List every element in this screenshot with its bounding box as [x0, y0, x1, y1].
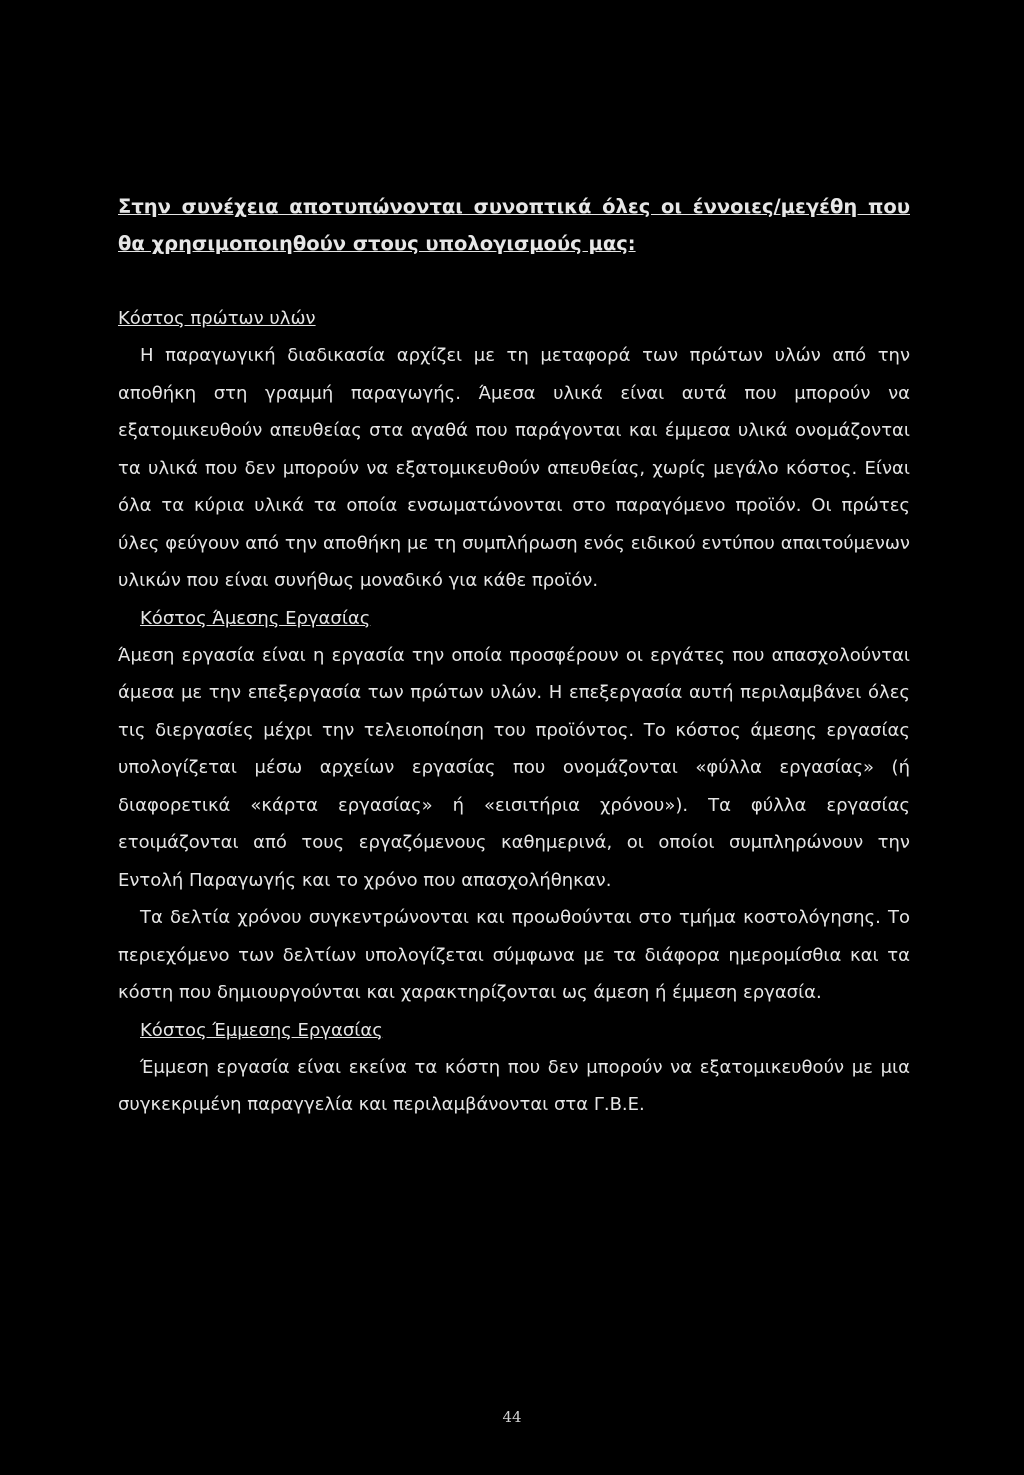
document-page: [118, 188, 910, 1124]
section-title-indirect-labor: Κόστος Έμμεσης Εργασίας: [140, 1019, 383, 1041]
paragraph-direct-labor-2: Τα δελτία χρόνου συγκεντρώνονται και προωθούνται στο τμήμα κοστολόγησης. Το περιεχόμενο των δελτίων υπολογίζεται σύμφωνα με τα διάφορα ημερομίσθια και τα κόστη που δημιουργούνται και χαρακτηρίζονται ως άμεση ή έμμεση εργασία.: [118, 907, 910, 1003]
paragraph-indirect-labor: Έμμεση εργασία είναι εκείνα τα κόστη που δεν μπορούν να εξατομικευθούν με μια συγκεκριμένη παραγγελία και περιλαμβάνονται στα Γ.Β.Ε.: [118, 1056, 910, 1115]
paragraph-raw-materials: Η παραγωγική διαδικασία αρχίζει με τη μεταφορά των πρώτων υλών από την αποθήκη στη γραμμή παραγωγής. Άμεσα υλικά είναι αυτά που μπορούν να εξατομικευθούν απευθείας στα αγαθά που παράγονται και έμμεσα υλικά ονομάζονται τα υλικά που δεν μπορούν να εξατομικευθούν απευθείας, χωρίς μεγάλο κόστος. Είναι όλα τα κύρια υλικά τα οποία ενσωματώνονται στο παραγόμενο προϊόν. Οι πρώτες ύλες φεύγουν από την αποθήκη με τη συμπλήρωση ενός ειδικού εντύπου απαιτούμενων υλικών που είναι συνήθως μοναδικό για κάθε προϊόν.: [118, 345, 910, 591]
page-number: 44: [502, 1408, 522, 1426]
section-title-direct-labor: Κόστος Άμεσης Εργασίας: [140, 607, 371, 629]
paragraph-direct-labor-1: Άμεση εργασία είναι η εργασία την οποία προσφέρουν οι εργάτες που απασχολούνται άμεσα με την επεξεργασία των πρώτων υλών. Η επεξεργασία αυτή περιλαμβάνει όλες τις διεργασίες μέχρι την τελειοποίηση του προϊόντος. Το κόστος άμεσης εργασίας υπολογίζεται μέσω αρχείων εργασίας που ονομάζονται «φύλλα εργασίας» (ή διαφορετικά «κάρτα εργασίας» ή «εισιτήρια χρόνου»). Τα φύλλα εργασίας ετοιμάζονται από τους εργαζόμενους καθημερινά, οι οποίοι συμπληρώνουν την Εντολή Παραγωγής και το χρόνο που απασχολήθηκαν.: [118, 644, 910, 891]
document-heading: Στην συνέχεια αποτυπώνονται συνοπτικά όλες οι έννοιες/μεγέθη που θα χρησιμοποιηθούν στους υπολογισμούς μας:: [118, 195, 910, 255]
section-title-raw-materials: Κόστος πρώτων υλών: [118, 308, 316, 329]
